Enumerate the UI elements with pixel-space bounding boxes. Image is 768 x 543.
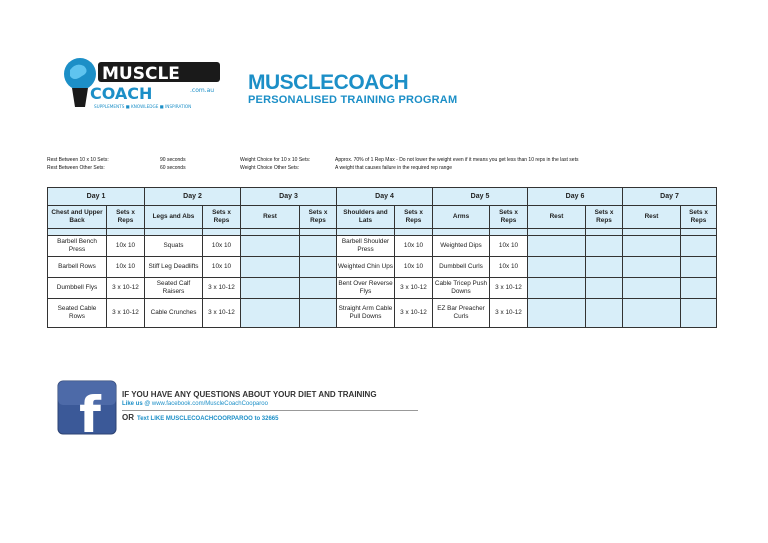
page-heading [248,72,457,106]
spacer-row [48,229,717,236]
sets-cell: 10x 10 [107,257,145,278]
exercise-cell: Straight Arm Cable Pull Downs [337,299,395,328]
rest-cell [528,257,586,278]
rest-cell [586,236,623,257]
sets-cell: 10x 10 [395,236,433,257]
day-header: Day 5 [433,188,528,206]
exercise-cell: Weighted Chin Ups [337,257,395,278]
focus-header: Rest [528,206,586,229]
rest-cell [623,257,681,278]
rest-cell [300,257,337,278]
sets-cell: 3 x 10-12 [203,278,241,299]
day-header: Day 1 [48,188,145,206]
weight-other-label: Weight Choice Other Sets: [240,165,300,171]
rest-other-label: Rest Between Other Sets: [47,165,105,171]
day-header: Day 6 [528,188,623,206]
like-line [122,400,418,408]
rest-cell [528,278,586,299]
exercise-cell: Cable Tricep Push Downs [433,278,490,299]
rest-cell [681,299,717,328]
sets-cell: 3 x 10-12 [490,299,528,328]
weight-10x10-label: Weight Choice for 10 x 10 Sets: [240,157,311,163]
logo-word1: MUSCLE [102,64,180,84]
sets-cell: 10x 10 [490,257,528,278]
sets-reps-header: Sets x Reps [395,206,433,229]
title-part2: COACH [333,71,409,94]
rest-cell [528,236,586,257]
logo-domain: .com.au [190,87,215,94]
sets-cell: 10x 10 [395,257,433,278]
sets-reps-header: Sets x Reps [107,206,145,229]
title-part1: MUSCLE [248,71,334,94]
rest-cell [241,257,300,278]
rest-cell [623,236,681,257]
sms-text: Text LIKE MUSCLECOACHCOORPAROO to 32665 [137,416,279,422]
rest-cell [241,299,300,328]
table-row [48,278,717,299]
column-header-row [48,206,717,229]
sets-cell: 10x 10 [203,257,241,278]
logo-tagline: SUPPLEMENTS ■ KNOWLEDGE ■ INSPIRATION [94,104,192,109]
weight-values [335,156,578,172]
training-table [47,187,717,328]
rest-cell [623,299,681,328]
weight-10x10-value: Approx. 70% of 1 Rep Max - Do not lower the weight even if it means you get less than 10 reps in the last sets [335,157,579,163]
like-prefix: Like us @ [122,401,151,407]
rest-cell [300,299,337,328]
facebook-link[interactable]: www.facebook.com/MuscleCoachCooparoo [151,401,268,407]
exercise-cell: Stiff Leg Deadlifts [145,257,203,278]
facebook-icon[interactable] [57,380,117,435]
rest-cell [300,278,337,299]
day-header-row [48,188,717,206]
sets-cell: 3 x 10-12 [107,278,145,299]
rest-cell [300,236,337,257]
rest-cell [586,299,623,328]
logo-graphic [58,52,223,112]
sets-cell: 3 x 10-12 [490,278,528,299]
page-title [248,72,457,94]
day-header: Day 3 [241,188,337,206]
exercise-cell: Seated Calf Raisers [145,278,203,299]
rest-other-value: 60 seconds [160,165,186,171]
rest-cell [241,236,300,257]
facebook-contact [122,390,418,423]
day-header: Day 2 [145,188,241,206]
table-row [48,299,717,328]
sms-line [122,414,418,423]
exercise-cell: Cable Crunches [145,299,203,328]
sets-cell: 3 x 10-12 [107,299,145,328]
exercise-cell: Dumbbell Flys [48,278,107,299]
rest-cell [586,257,623,278]
sets-reps-header: Sets x Reps [203,206,241,229]
sets-reps-header: Sets x Reps [300,206,337,229]
sets-reps-header: Sets x Reps [490,206,528,229]
exercise-cell: Squats [145,236,203,257]
rest-10x10-label: Rest Between 10 x 10 Sets: [47,157,109,163]
focus-header: Shoulders and Lats [337,206,395,229]
rest-values [160,156,186,172]
sets-cell: 3 x 10-12 [395,278,433,299]
sets-cell: 3 x 10-12 [203,299,241,328]
exercise-cell: Bent Over Reverse Flys [337,278,395,299]
weight-labels [240,156,310,172]
exercise-cell: Barbell Shoulder Press [337,236,395,257]
or-label: OR [122,413,134,422]
focus-header: Rest [241,206,300,229]
rest-cell [528,299,586,328]
exercise-cell: Dumbbell Curls [433,257,490,278]
sets-reps-header: Sets x Reps [681,206,717,229]
exercise-cell: EZ Bar Preacher Curls [433,299,490,328]
sets-cell: 10x 10 [107,236,145,257]
facebook-logo-graphic [57,380,117,435]
rest-cell [241,278,300,299]
exercise-cell: Barbell Bench Press [48,236,107,257]
day-header: Day 4 [337,188,433,206]
focus-header: Legs and Abs [145,206,203,229]
musclecoach-logo [58,52,223,112]
rest-cell [623,278,681,299]
logo-word2: COACH [90,84,153,103]
focus-header: Arms [433,206,490,229]
focus-header: Rest [623,206,681,229]
questions-text: IF YOU HAVE ANY QUESTIONS ABOUT YOUR DIET AND TRAINING [122,390,377,399]
sets-cell: 10x 10 [490,236,528,257]
rest-labels [47,156,109,172]
exercise-cell: Seated Cable Rows [48,299,107,328]
exercise-cell: Barbell Rows [48,257,107,278]
page-subtitle: PERSONALISED TRAINING PROGRAM [248,94,458,106]
rest-cell [681,236,717,257]
sets-reps-header: Sets x Reps [586,206,623,229]
day-header: Day 7 [623,188,717,206]
rest-cell [681,278,717,299]
focus-header: Chest and Upper Back [48,206,107,229]
weight-other-value: A weight that causes failure in the required rep range [335,165,453,171]
rest-10x10-value: 90 seconds [160,157,186,163]
rest-cell [681,257,717,278]
table-row [48,236,717,257]
table-row [48,257,717,278]
rest-cell [586,278,623,299]
sets-cell: 3 x 10-12 [395,299,433,328]
facebook-letter: f [79,386,101,435]
exercise-cell: Weighted Dips [433,236,490,257]
divider [122,410,418,411]
athlete-icon [72,88,88,107]
sets-cell: 10x 10 [203,236,241,257]
